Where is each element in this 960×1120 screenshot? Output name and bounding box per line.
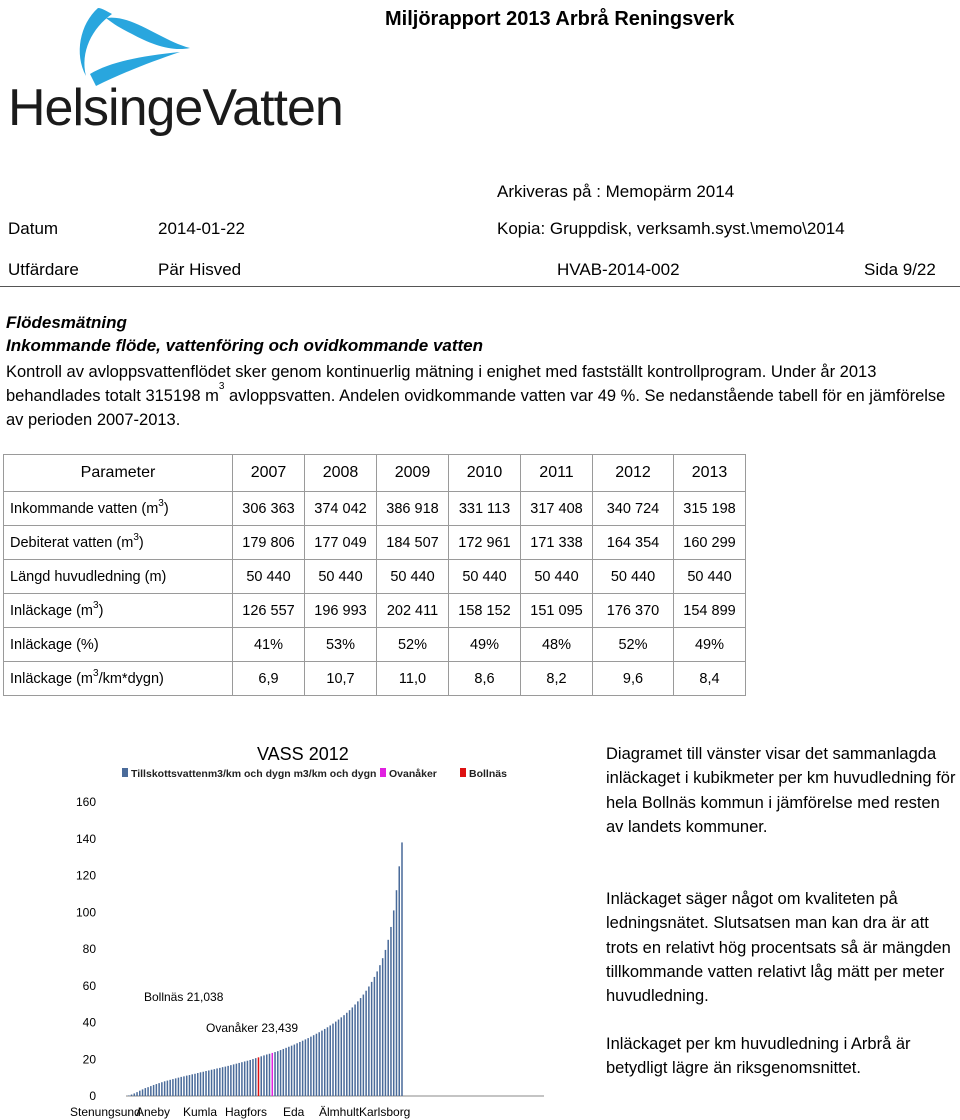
bar [305,1039,307,1096]
table-header-cell: 2013 [674,455,746,492]
bar [233,1064,235,1096]
side-paragraph-3: Inläckaget per km huvudledning i Arbrå är betydligt lägre än riksgenomsnittet. [606,1035,911,1078]
y-tick-label: 80 [82,942,96,956]
y-tick-label: 160 [75,795,96,809]
section-subtitle: Inkommande flöde, vattenföring och ovidkommande vatten [6,336,484,355]
bar [327,1027,329,1096]
bar [382,958,384,1096]
value-cell: 8,4 [674,662,746,696]
bar [225,1067,227,1096]
bar [269,1054,271,1096]
issuer-label: Utfärdare [8,260,79,279]
value-cell: 48% [521,628,593,662]
value-cell: 196 993 [305,594,377,628]
bar [285,1048,287,1096]
bar [203,1072,205,1096]
bar [247,1061,249,1096]
table-row [4,492,746,526]
bar [180,1077,182,1096]
value-cell: 184 507 [377,526,449,560]
bar [156,1084,158,1096]
table-row [4,662,746,696]
value-cell: 50 440 [233,560,305,594]
bar [216,1068,218,1096]
bar [296,1043,298,1096]
bar [299,1042,301,1096]
bar [200,1072,202,1096]
bar [150,1086,152,1096]
table-row [4,526,746,560]
bar [368,986,370,1096]
bar [363,995,365,1096]
value-cell: 8,6 [449,662,521,696]
bar [316,1034,318,1096]
value-cell: 10,7 [305,662,377,696]
x-tick-label: Eda [283,1105,305,1119]
bar [390,927,392,1096]
bar [376,971,378,1096]
value-cell: 126 557 [233,594,305,628]
value-cell: 154 899 [674,594,746,628]
bar [365,991,367,1096]
bar [294,1045,296,1096]
bar [191,1074,193,1096]
bar [169,1080,171,1096]
bar [145,1088,147,1096]
legend-label: Ovanåker [389,768,437,780]
parameter-cell: Inläckage $(m^3)$ [4,594,233,628]
bar [374,977,376,1096]
y-tick-label: 60 [82,978,96,993]
copy-note: Kopia: Gruppdisk, verksamh.syst.\memo\2014 [497,219,845,238]
legend-swatch [122,768,128,777]
y-tick-label: 120 [75,868,96,883]
value-cell: 11,0 [377,662,449,696]
value-cell: 306 363 [233,492,305,526]
bar [211,1070,213,1096]
value-cell: 176 370 [593,594,674,628]
archive-note: Arkiveras på : Memopärm 2014 [497,182,735,201]
bar [153,1085,155,1096]
bar [288,1047,290,1096]
parameter-cell: Inläckage (%) [4,628,233,662]
bar [335,1022,337,1096]
table-header-cell: 2010 [449,455,521,492]
bar [357,1001,359,1096]
bar [283,1049,285,1096]
vass-2012-chart [64,740,554,1120]
bar [263,1055,265,1096]
x-tick-label: Karlsborg [359,1105,411,1119]
bar [280,1050,282,1096]
bar [164,1081,166,1096]
table-header-cell: 2009 [377,455,449,492]
value-cell: 52% [593,628,674,662]
value-cell: 50 440 [593,560,674,594]
y-tick-label: 100 [75,905,96,920]
x-tick-label: Hagfors [225,1105,268,1119]
value-cell: 164 354 [593,526,674,560]
value-cell: 171 338 [521,526,593,560]
value-cell: 386 918 [377,492,449,526]
bar [219,1068,221,1096]
intro-paragraph: Kontroll av avloppsvattenflödet sker genom kontinuerlig mätning i enighet med fastställt kontrollprogram. Under år 2013 behandlades totalt 315198 $m^3$ avloppsvatten. Andelen ovidkommande vatten var 49 %. Se nedanstående tabell för en jämförelse av perioden 2007-2013. [6,363,946,429]
legend-label: Bollnäs [469,768,507,780]
x-tick-label: Älmhult [319,1105,360,1119]
bar [341,1017,343,1096]
bar [194,1074,196,1096]
value-cell: 331 113 [449,492,521,526]
bar [222,1067,224,1096]
bar [343,1015,345,1096]
bar [136,1092,138,1096]
bar [258,1057,260,1096]
bar [401,842,403,1096]
bar [379,965,381,1096]
logo-wordmark: HelsingeVatten [8,79,343,137]
value-cell: 172 961 [449,526,521,560]
value-cell: 158 152 [449,594,521,628]
bar [371,982,373,1096]
bar [183,1076,185,1096]
bar [208,1070,210,1096]
bar [260,1056,262,1096]
bar [354,1004,356,1096]
bar [396,890,398,1096]
bar-annotation: Ovanåker 23,439 [206,1021,299,1035]
value-cell: 49% [674,628,746,662]
flow-table [3,454,746,696]
legend-swatch [460,768,466,777]
value-cell: 202 411 [377,594,449,628]
bar [332,1024,334,1096]
x-tick-label: Aneby [136,1105,171,1119]
value-cell: 50 440 [521,560,593,594]
value-cell: 6,9 [233,662,305,696]
bar [244,1061,246,1096]
bar [385,950,387,1096]
issuer-value: Pär Hisved [158,260,242,279]
value-cell: 50 440 [449,560,521,594]
y-tick-label: 40 [82,1015,96,1030]
parameter-cell: Inläckage $(m^3/km*dygn)$ [4,662,233,696]
bar [266,1054,268,1096]
bar [252,1059,254,1096]
table-header-cell: 2008 [305,455,377,492]
bar [255,1058,257,1096]
bar [349,1010,351,1096]
bar [238,1063,240,1096]
bar [277,1051,279,1096]
x-tick-label: Stenungsund [70,1105,141,1119]
bar [398,866,400,1096]
value-cell: 50 440 [674,560,746,594]
bar [131,1095,133,1096]
value-cell: 50 440 [305,560,377,594]
header-divider [0,286,960,287]
bar [175,1078,177,1096]
parameter-cell: Debiterat vatten $(m^3)$ [4,526,233,560]
value-cell: 52% [377,628,449,662]
bar [274,1052,276,1096]
bar [352,1007,354,1096]
bar [249,1060,251,1096]
bar [324,1029,326,1096]
value-cell: 53% [305,628,377,662]
value-cell: 340 724 [593,492,674,526]
value-cell: 49% [449,628,521,662]
side-paragraph-1: Diagramet till vänster visar det sammanlagda inläckaget i kubikmeter per km huvudledning för hela Bollnäs kommun i jämförelse med resten av landets kommuner. [606,745,956,836]
page-number: Sida 9/22 [864,260,936,279]
bar [128,1095,130,1096]
bar [236,1064,238,1096]
bar [205,1071,207,1096]
legend-label: Tillskottsvattenm3/km och dygn m3/km och dygn [131,768,377,780]
bar [189,1075,191,1096]
value-cell: 317 408 [521,492,593,526]
bar [393,910,395,1096]
table-header-cell: 2007 [233,455,305,492]
value-cell: 160 299 [674,526,746,560]
bar [321,1031,323,1096]
parameter-cell: Längd huvudledning (m) [4,560,233,594]
table-row [4,594,746,628]
legend-swatch [380,768,386,777]
bar [241,1062,243,1096]
table-header-row [4,455,746,492]
side-paragraph-2: Inläckaget säger något om kvaliteten på ledningsnätet. Slutsatsen man kan dra är att trots en relativt hög procentsats så är mängden tillkommande vatten relativt låg mätt per meter huvudledning. [606,890,951,1006]
y-tick-label: 0 [89,1089,96,1103]
value-cell: 50 440 [377,560,449,594]
bar [318,1032,320,1096]
parameter-cell: Inkommande vatten $(m^3)$ [4,492,233,526]
bar [227,1066,229,1096]
table-header-cell: Parameter [4,455,233,492]
value-cell: 374 042 [305,492,377,526]
bar [197,1073,199,1096]
bar [387,940,389,1096]
value-cell: 8,2 [521,662,593,696]
bar [134,1093,136,1096]
bar [142,1089,144,1096]
bar [272,1053,274,1096]
value-cell: 151 095 [521,594,593,628]
bar [214,1069,216,1096]
bar [291,1046,293,1096]
x-tick-label: Kumla [183,1105,218,1119]
bar [147,1087,149,1096]
chart-title: VASS 2012 [257,744,349,764]
value-cell: 179 806 [233,526,305,560]
value-cell: 177 049 [305,526,377,560]
bar [307,1038,309,1096]
section-title: Flödesmätning [6,313,127,332]
value-cell: 315 198 [674,492,746,526]
document-id: HVAB-2014-002 [557,260,680,279]
bar [360,998,362,1096]
table-header-cell: 2012 [593,455,674,492]
y-tick-label: 20 [82,1052,96,1067]
bar [158,1083,160,1096]
bar [139,1091,141,1096]
bar [329,1025,331,1096]
date-value: 2014-01-22 [158,219,245,238]
bar [230,1065,232,1096]
report-title: Miljörapport 2013 Arbrå Reningsverk [385,8,735,30]
bar [167,1081,169,1096]
bar [172,1079,174,1096]
table-header-cell: 2011 [521,455,593,492]
bar [178,1078,180,1096]
bar [310,1037,312,1096]
bar-annotation: Bollnäs 21,038 [144,990,224,1004]
table-row [4,560,746,594]
bar [338,1020,340,1096]
bar [313,1035,315,1096]
value-cell: 9,6 [593,662,674,696]
date-label: Datum [8,219,59,238]
value-cell: 41% [233,628,305,662]
bar [161,1082,163,1096]
y-tick-label: 140 [75,831,96,846]
bar [346,1013,348,1096]
bar [302,1041,304,1096]
table-row [4,628,746,662]
bar [186,1076,188,1096]
